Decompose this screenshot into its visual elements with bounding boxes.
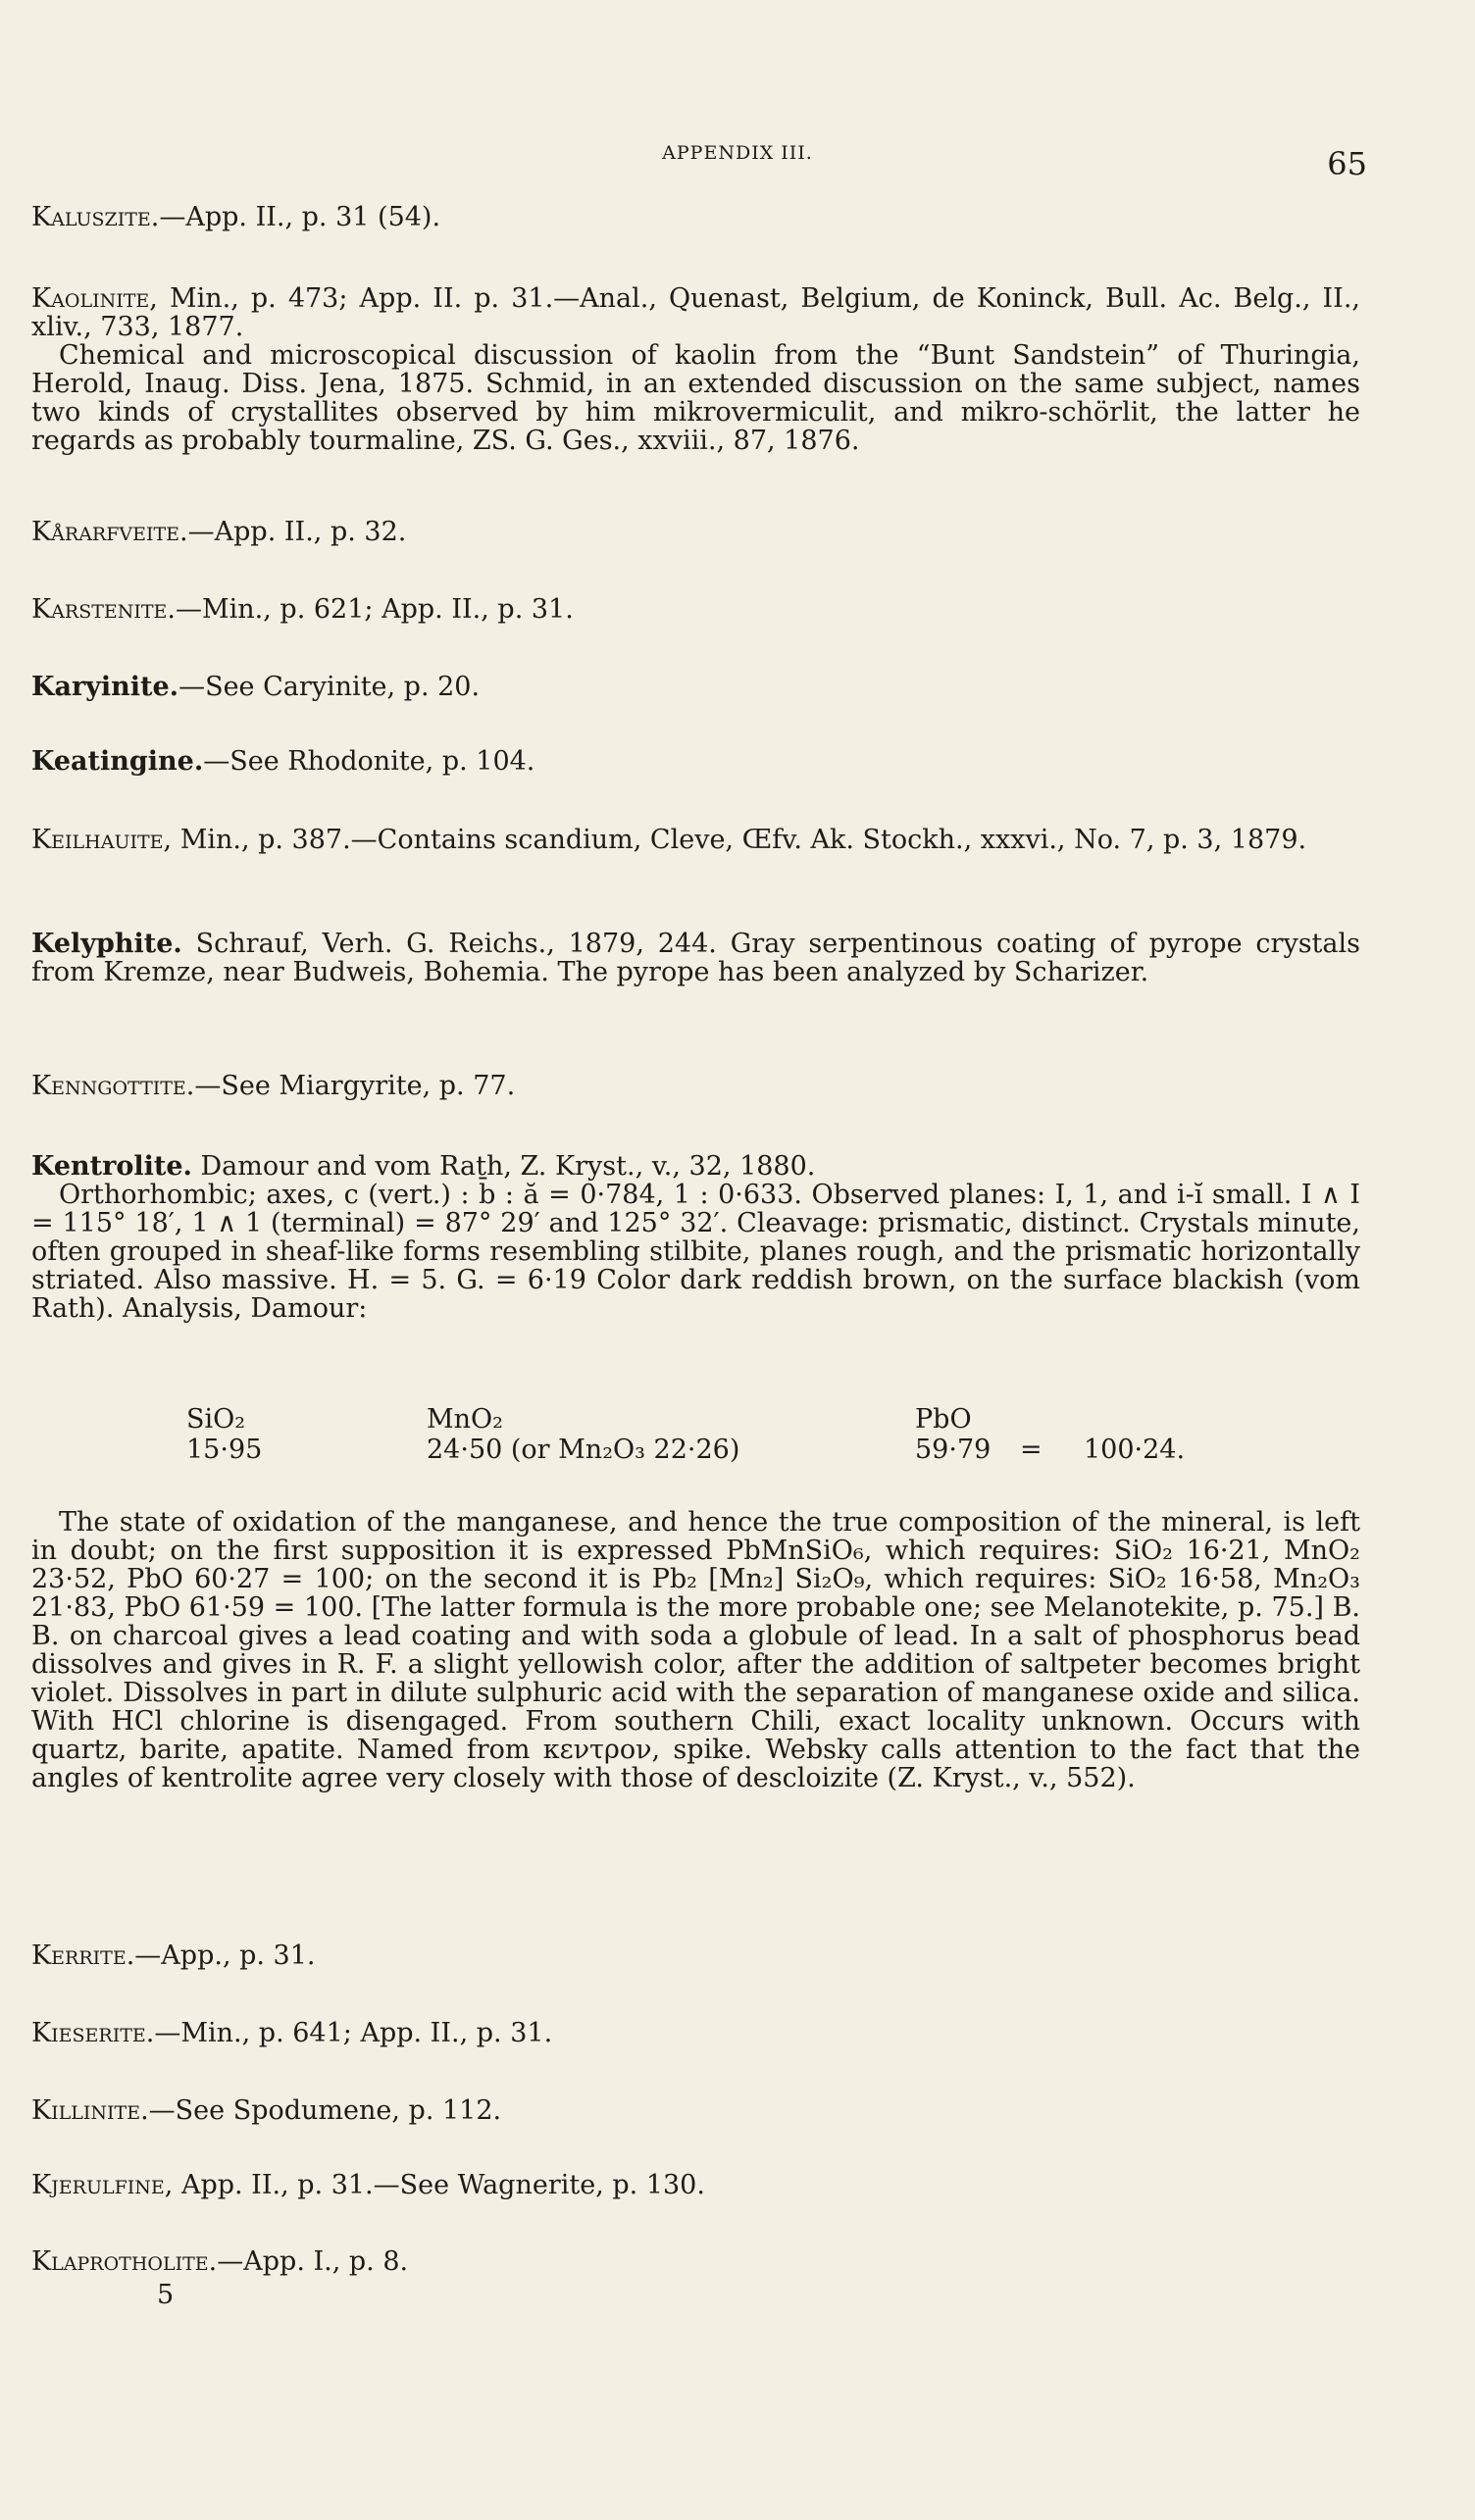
entry-kieserite bbox=[31, 2019, 1360, 2047]
analysis-header-pbo: PbO bbox=[915, 1404, 972, 1435]
entry-killinite bbox=[31, 2096, 1360, 2125]
running-head: APPENDIX III. bbox=[662, 142, 813, 164]
entry-head: Kerrite. bbox=[31, 1940, 135, 1971]
entry-text: Min., p. 387.—Contains scandium, Cleve, Œfv. Ak. Stockh., xxxvi., No. 7, p. 3, 1879. bbox=[172, 825, 1307, 855]
entry-text: —App. I., p. 8. bbox=[217, 2246, 409, 2277]
entry-kenngottite bbox=[31, 1072, 1360, 1100]
entry-kentrolite-note bbox=[31, 1508, 1360, 1792]
analysis-value-sio2: 15·95 bbox=[186, 1435, 263, 1465]
entry-text: —See Miargyrite, p. 77. bbox=[194, 1071, 516, 1101]
analysis-total: 100·24. bbox=[1084, 1435, 1186, 1465]
entry-head: Kårarfveite. bbox=[31, 517, 188, 547]
entry-kentrolite bbox=[31, 1152, 1360, 1323]
entry-head: Keatingine. bbox=[31, 746, 204, 777]
entry-head: Killinite. bbox=[31, 2095, 149, 2126]
page-number: 65 bbox=[1327, 145, 1367, 182]
entry-head: Kaolinite, bbox=[31, 283, 158, 314]
analysis-value-pbo: 59·79 bbox=[915, 1435, 992, 1465]
entry-text: Schrauf, Verh. G. Reichs., 1879, 244. Gray serpentinous coating of pyrope crystals from Kremze, near Budweis, Bohemia. The pyrope has been analyzed by Scharizer. bbox=[31, 929, 1360, 987]
entry-head: Kjerulfine, bbox=[31, 2170, 174, 2200]
entry-head: Karyinite. bbox=[31, 672, 179, 702]
entry-kerrite bbox=[31, 1941, 1360, 1970]
analysis-header-mno2: MnO₂ bbox=[427, 1404, 503, 1435]
entry-kaluszite bbox=[31, 203, 1360, 231]
entry-text: —See Rhodonite, p. 104. bbox=[203, 746, 535, 777]
entry-head: Kelyphite. bbox=[31, 929, 182, 959]
entry-head: Karstenite. bbox=[31, 594, 177, 625]
entry-text: Damour and vom Rath, Z. Kryst., v., 32, 1880. bbox=[191, 1151, 816, 1182]
entry-text-2: Chemical and microscopical discussion of kaolin from the “Bunt Sandstein” of Thuringia, Herold, Inaug. Diss. Jena, 1875. Schmid, in an extended discussion on the same subject, names two kinds of crystallites observed by him mikrovermiculit, and mikro-schörlit, the latter he regards as probably tourmaline, ZS. G. Ges., xxviii., 87, 1876. bbox=[31, 340, 1360, 456]
entry-text: App. II., p. 31.—See Wagnerite, p. 130. bbox=[173, 2170, 705, 2200]
analysis-equals: = bbox=[1020, 1435, 1043, 1465]
entry-text: —App., p. 31. bbox=[134, 1940, 316, 1971]
analysis-value-mno2: 24·50 (or Mn₂O₃ 22·26) bbox=[427, 1435, 740, 1465]
entry-head: Keilhauite, bbox=[31, 825, 173, 855]
entry-head: Kaluszite. bbox=[31, 202, 160, 232]
entry-head: Klaprotholite. bbox=[31, 2246, 218, 2277]
analysis-header-sio2: SiO₂ bbox=[186, 1404, 246, 1435]
entry-text: —Min., p. 641; App. II., p. 31. bbox=[154, 2018, 553, 2048]
entry-text: —See Spodumene, p. 112. bbox=[148, 2095, 502, 2126]
entry-kjerulfine bbox=[31, 2171, 1360, 2199]
entry-text-2: Orthorhombic; axes, c (vert.) : b̄ : ă = 0·784, 1 : 0·633. Observed planes: I, 1, and i-ĭ small. I ∧ I = 115° 18′, 1 ∧ 1 (terminal) = 87° 29′ and 125° 32′. Cleavage: prismatic, distinct. Crystals minute, often grouped in sheaf-like forms resembling stilbite, planes rough, and the prismatic horizontally striated. Also massive. H. = 5. G. = 6·19 Color dark reddish brown, on the surface blackish (vom Rath). Analysis, Damour: bbox=[31, 1180, 1360, 1324]
entry-text: —See Caryinite, p. 20. bbox=[178, 672, 481, 702]
entry-text: —Min., p. 621; App. II., p. 31. bbox=[176, 594, 574, 625]
entry-head: Kieserite. bbox=[31, 2018, 155, 2048]
entry-kelyphite bbox=[31, 930, 1360, 986]
entry-klaprotholite bbox=[31, 2247, 1360, 2276]
entry-text: —App. II., p. 31 (54). bbox=[159, 202, 441, 232]
entry-head: Kenngottite. bbox=[31, 1071, 195, 1101]
entry-text: —App. II., p. 32. bbox=[187, 517, 407, 547]
entry-text: The state of oxidation of the manganese, and hence the true composition of the mineral, is left in doubt; on the first supposition it is expressed PbMnSiO₆, which requires: SiO₂ 16·21, MnO₂ 23·52, PbO 60·27 = 100; on the second it is Pb₂ [Mn₂] Si₂O₉, which requires: SiO₂ 16·58, Mn₂O₃ 21·83, PbO 61·59 = 100. [The latter formula is the more probable one; see Melanotekite, p. 75.] B. B. on charcoal gives a lead coating and with soda a globule of lead. In a salt of phosphorus bead dissolves and gives in R. F. a slight yellowish color, after the addition of saltpeter becomes bright violet. Dissolves in part in dilute sulphuric acid with the separation of manganese oxide and silica. With HCl chlorine is disengaged. From southern Chili, exact locality unknown. Occurs with quartz, barite, apatite. Named from κεντρον, spike. Websky calls attention to the fact that the angles of kentrolite agree very closely with those of descloizite (Z. Kryst., v., 552). bbox=[31, 1507, 1360, 1793]
entry-keatingine bbox=[31, 747, 1360, 776]
entry-head: Kentrolite. bbox=[31, 1151, 192, 1182]
signature-mark: 5 bbox=[157, 2280, 175, 2310]
entry-kaolinite bbox=[31, 284, 1360, 455]
entry-karyinite bbox=[31, 673, 1360, 701]
entry-karstenite bbox=[31, 595, 1360, 624]
entry-keilhauite bbox=[31, 826, 1360, 854]
entry-text: Min., p. 473; App. II. p. 31.—Anal., Quenast, Belgium, de Koninck, Bull. Ac. Belg., II., xliv., 733, 1877. bbox=[31, 283, 1360, 342]
entry-kararfveite bbox=[31, 518, 1360, 546]
